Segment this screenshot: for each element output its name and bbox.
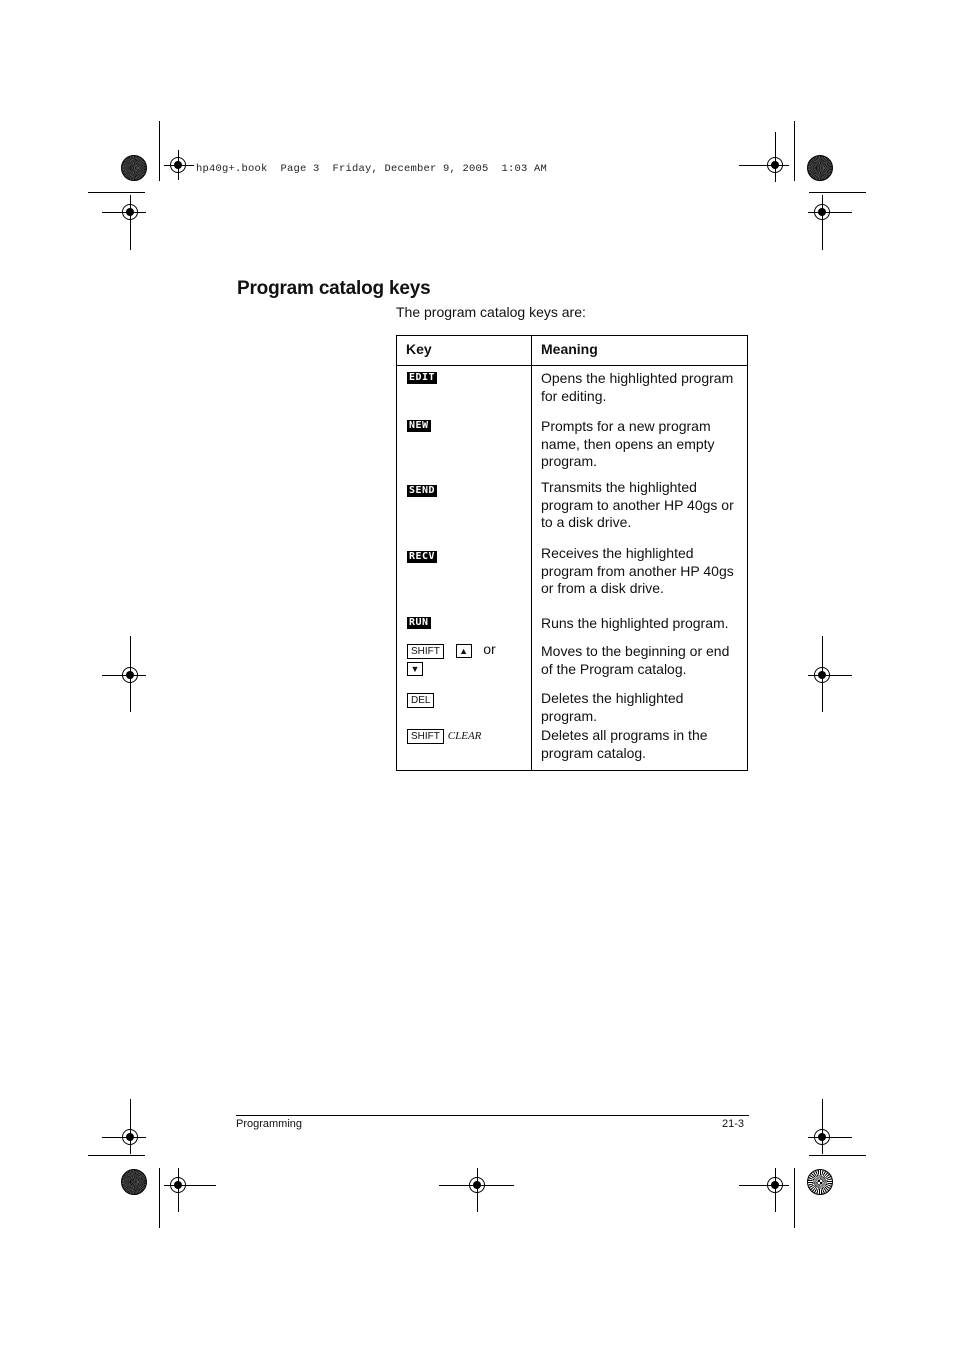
registration-mark-icon: [812, 1127, 832, 1147]
meaning-cell: Deletes the highlighted program.: [532, 689, 748, 725]
meaning-cell: Deletes all programs in the program catalog.: [532, 725, 748, 771]
color-target-icon: [121, 1169, 147, 1195]
print-slug: hp40g+.book Page 3 Friday, December 9, 2005 1:03 AM: [196, 163, 548, 175]
meaning-cell: Moves to the beginning or end of the Program catalog.: [532, 641, 748, 689]
crop-mark: [159, 1168, 160, 1228]
intro-text: The program catalog keys are:: [396, 304, 586, 320]
registration-mark-icon: [467, 1175, 487, 1195]
softkey-new: NEW: [409, 420, 429, 431]
registration-mark-icon: [120, 202, 140, 222]
registration-mark-icon: [812, 665, 832, 685]
meaning-cell: Runs the highlighted program.: [532, 611, 748, 641]
table-row: [397, 641, 748, 689]
crop-mark: [159, 121, 160, 181]
meaning-cell: Transmits the highlighted program to another HP 40gs or to a disk drive.: [532, 479, 748, 545]
table-row: [397, 689, 748, 725]
clear-function-label: CLEAR: [447, 730, 482, 742]
color-target-icon: [807, 155, 833, 181]
registration-mark-icon: [765, 155, 785, 175]
registration-mark-icon: [765, 1175, 785, 1195]
shift-key: SHIFT: [407, 729, 444, 744]
crop-mark: [88, 192, 145, 193]
program-catalog-keys-table: [396, 335, 748, 771]
registration-mark-icon: [812, 202, 832, 222]
softkey-send: SEND: [409, 485, 436, 496]
shift-key: SHIFT: [407, 644, 444, 659]
table-row: [397, 725, 748, 771]
table-row: [397, 479, 748, 545]
color-target-icon: [807, 1169, 833, 1195]
header-key: Key: [397, 336, 532, 366]
registration-mark-icon: [120, 665, 140, 685]
footer-chapter: Programming: [236, 1118, 303, 1130]
crop-mark: [88, 1155, 145, 1156]
softkey-recv: RECV: [409, 551, 436, 562]
meaning-cell: Prompts for a new program name, then opens an empty program.: [532, 414, 748, 479]
table-row: [397, 545, 748, 611]
table-row: [397, 611, 748, 641]
color-target-icon: [121, 155, 147, 181]
header-meaning: Meaning: [532, 336, 748, 366]
softkey-run: RUN: [409, 617, 429, 628]
crop-mark: [809, 192, 866, 193]
table-row: [397, 366, 748, 415]
up-arrow-key-icon: ▲: [456, 644, 472, 658]
footer-page-number: 21-3: [722, 1118, 745, 1130]
table-row: [397, 414, 748, 479]
crop-mark: [794, 121, 795, 181]
softkey-edit: EDIT: [409, 372, 436, 383]
registration-mark-icon: [120, 1127, 140, 1147]
registration-mark-icon: [168, 155, 188, 175]
down-arrow-key-icon: ▼: [407, 662, 423, 676]
meaning-cell: Receives the highlighted program from another HP 40gs or from a disk drive.: [532, 545, 748, 611]
or-text: or: [483, 641, 496, 657]
crop-mark: [794, 1168, 795, 1228]
footer-rule: [236, 1115, 749, 1116]
section-title: Program catalog keys: [237, 278, 431, 299]
table-header-row: [397, 336, 748, 366]
meaning-cell: Opens the highlighted program for editing.: [532, 366, 748, 415]
del-key: DEL: [407, 693, 434, 708]
crop-mark: [809, 1155, 866, 1156]
registration-mark-icon: [168, 1175, 188, 1195]
